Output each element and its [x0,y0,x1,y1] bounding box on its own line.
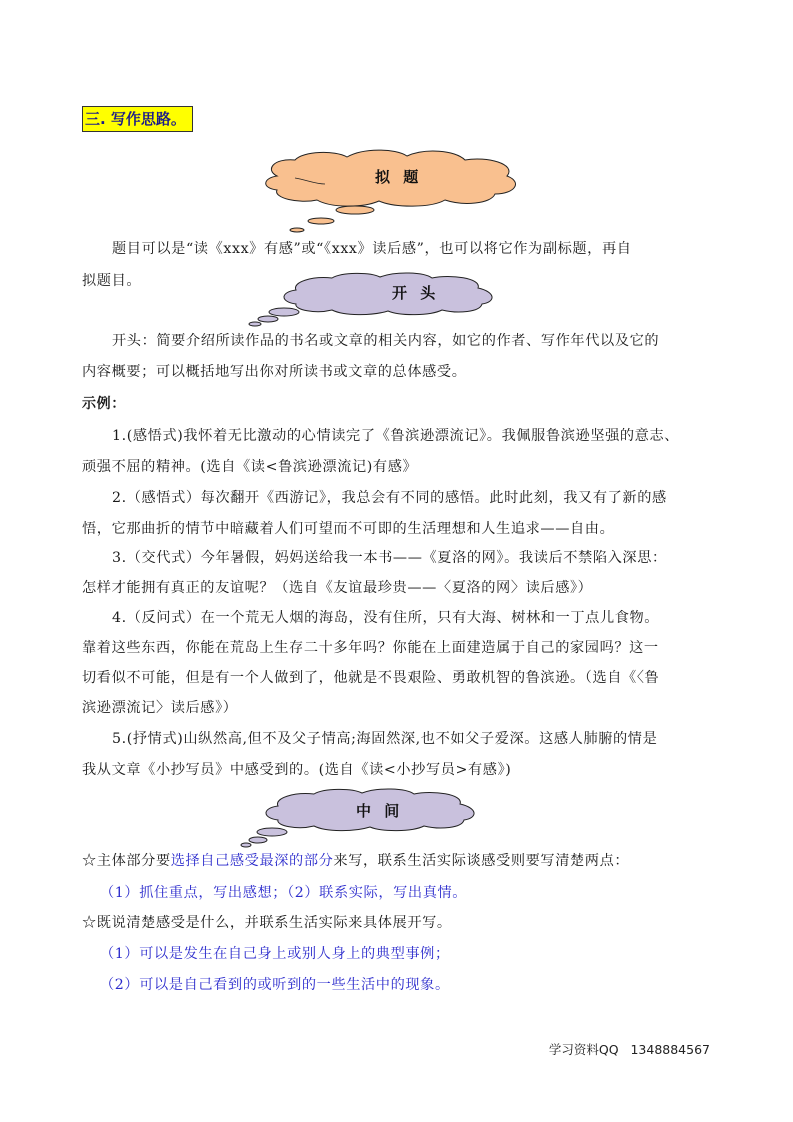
cloud-callout-title [255,148,525,236]
middle-point-2: ☆既说清楚感受是什么，并联系生活实际来具体展开写。 [82,915,452,931]
opening-paragraph-line1: 开头：简要介绍所读作品的书名或文章的相关内容，如它的作者、写作年代以及它的 [112,333,660,349]
examples-heading: 示例： [82,396,126,412]
title-paragraph-line1: 题目可以是“读《xxx》有感”或“《xxx》读后感”，也可以将它作为副标题，再自 [112,241,632,257]
thought-cloud-icon [246,270,506,328]
example-1-line1: 1.(感悟式)我怀着无比激动的心情读完了《鲁滨逊漂流记》。我佩服鲁滨逊坚强的意志、 [112,428,680,444]
middle-point-1 [82,851,629,871]
cloud-callout-middle [236,786,486,848]
example-1-line2: 顽强不屈的精神。(选自《读<鲁滨逊漂流记)有感》 [82,459,418,475]
middle-point-1-prefix: ☆主体部分要 [82,853,171,869]
middle-point-2-sub1: （1）可以是发生在自己身上或别人身上的典型事例； [100,946,450,962]
example-3-line2: 怎样才能拥有真正的友谊呢？（选自《友谊最珍贵——〈夏洛的网〉读后感》） [82,580,593,596]
example-2-line1: 2.（感悟式）每次翻开《西游记》，我总会有不同的感悟。此时此刻，我又有了新的感 [112,490,667,506]
example-2-line2: 悟，它那曲折的情节中暗藏着人们可望而不可即的生活理想和人生追求——自由。 [82,521,615,537]
cloud-label: 拟 题 [375,168,423,186]
middle-point-1-highlight: 选择自己感受最深的部分 [170,853,334,869]
cloud-callout-opening [246,270,506,328]
cloud-label: 开 头 [392,284,440,302]
footer-contact: 学习资料QQ 1348884567 [548,1042,710,1057]
example-4-line4: 滨逊漂流记〉读后感》） [82,700,238,716]
title-paragraph-line2: 拟题目。 [82,273,142,289]
middle-point-1-sub: （1）抓住重点，写出感想；（2）联系实际，写出真情。 [100,885,468,901]
middle-point-2-sub2: （2）可以是自己看到的或听到的一些生活中的现象。 [100,977,450,993]
section-title: 三. 写作思路。 [82,106,193,132]
example-5-line1: 5.(抒情式)山纵然高,但不及父子情高;海固然深,也不如父子爱深。这感人肺腑的情是 [112,731,658,747]
middle-point-1-suffix: 来写，联系生活实际谈感受则要写清楚两点： [333,853,630,869]
cloud-label: 中 间 [356,802,404,820]
example-3-line1: 3.（交代式）今年暑假，妈妈送给我一本书——《夏洛的网》。我读后不禁陷入深思： [112,550,667,566]
thought-cloud-icon [255,148,525,236]
example-5-line2: 我从文章《小抄写员》中感受到的。(选自《读<小抄写员>有感》) [82,762,512,778]
example-4-line1: 4.（反问式）在一个荒无人烟的海岛，没有住所，只有大海、树林和一丁点儿食物。 [112,610,660,626]
opening-paragraph-line2: 内容概要；可以概括地写出你对所读书或文章的总体感受。 [82,364,467,380]
example-4-line3: 切看似不可能，但是有一个人做到了，他就是不畏艰险、勇敢机智的鲁滨逊。（选自《〈鲁 [82,670,660,686]
example-4-line2: 靠着这些东西，你能在荒岛上生存二十多年吗？你能在上面建造属于自己的家园吗？这一 [82,640,659,656]
